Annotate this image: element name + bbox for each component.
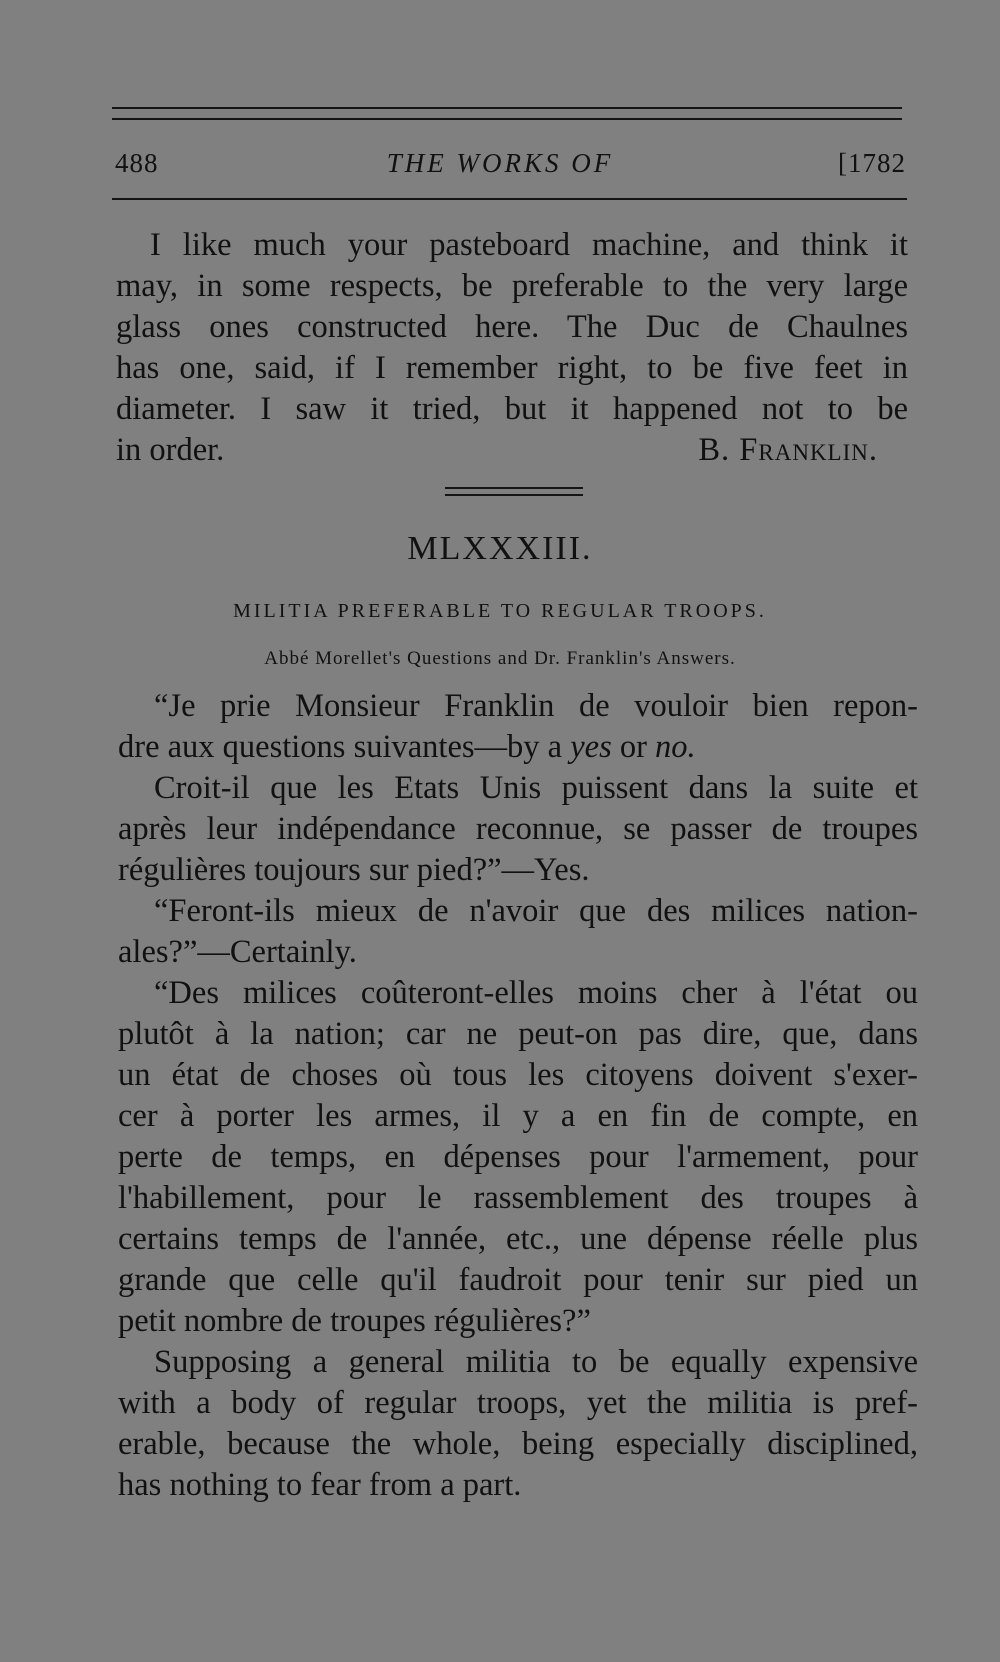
p2-line-3: régulières toujours sur pied?”—Yes.: [118, 852, 590, 888]
page-number: 488: [115, 148, 159, 178]
top-rule-2: [112, 118, 902, 120]
p4-line-8: grande que celle qu'il faudroit pour tenir sur pied un: [118, 1262, 918, 1298]
closing-paragraph: [116, 225, 908, 471]
closing-last-line: [116, 430, 908, 471]
header-rule: [112, 198, 907, 200]
p4-line-7: certains temps de l'année, etc., une dépense réelle plus: [118, 1221, 918, 1257]
p3-line-1: “Feront-ils mieux de n'avoir que des milices nation-: [154, 893, 918, 929]
running-title: THE WORKS OF: [386, 148, 614, 178]
p5-line-2: with a body of regular troops, yet the militia is pref-: [118, 1385, 918, 1421]
p1-line-2: [118, 727, 918, 768]
p4-line-9: petit nombre de troupes régulières?”: [118, 1303, 591, 1339]
closing-last-text: in order.: [116, 432, 225, 468]
letter-number: MLXXXIII.: [407, 530, 593, 567]
letter-subtitle: Abbé Morellet's Questions and Dr. Franklin's Answers.: [264, 648, 736, 669]
closing-line-5: diameter. I saw it tried, but it happened not to be: [116, 391, 908, 427]
top-rule-1: [112, 107, 902, 109]
p3-line-2: ales?”—Certainly.: [118, 934, 357, 970]
closing-line-1: I like much your pasteboard machine, and think it: [150, 227, 908, 263]
p5-line-3: erable, because the whole, being especially disciplined,: [118, 1426, 918, 1462]
no-word: no.: [655, 729, 696, 765]
or-word: or: [611, 729, 656, 765]
p2-line-1: Croit-il que les Etats Unis puissent dans la suite et: [154, 770, 918, 806]
header-year: [1782: [838, 148, 906, 178]
p5-line-1: Supposing a general militia to be equally expensive: [154, 1344, 918, 1380]
closing-line-3: glass ones constructed here. The Duc de Chaulnes: [116, 309, 908, 345]
closing-line-2: may, in some respects, be preferable to the very large: [116, 268, 908, 304]
separator-rule-1: [445, 487, 583, 489]
p4-line-1: “Des milices coûteront-elles moins cher à l'état ou: [154, 975, 918, 1011]
letter-body: [118, 686, 918, 1506]
p4-line-4: cer à porter les armes, il y a en fin de compte, en: [118, 1098, 918, 1134]
p5-line-4: has nothing to fear from a part.: [118, 1467, 522, 1503]
p2-line-2: après leur indépendance reconnue, se passer de troupes: [118, 811, 918, 847]
p4-line-5: perte de temps, en dépenses pour l'armement, pour: [118, 1139, 918, 1175]
p1-line-2-text: dre aux questions suivantes—by a: [118, 729, 571, 765]
p4-line-3: un état de choses où tous les citoyens doivent s'exer-: [118, 1057, 918, 1093]
yes-word: yes: [570, 729, 612, 765]
separator-rule-2: [445, 494, 583, 496]
p4-line-2: plutôt à la nation; car ne peut-on pas dire, que, dans: [118, 1016, 918, 1052]
letter-title: MILITIA PREFERABLE TO REGULAR TROOPS.: [233, 600, 767, 622]
p4-line-6: l'habillement, pour le rassemblement des troupes à: [118, 1180, 918, 1216]
p1-line-1: “Je prie Monsieur Franklin de vouloir bien repon-: [154, 688, 918, 724]
closing-line-4: has one, said, if I remember right, to be five feet in: [116, 350, 908, 386]
signature: B. Franklin.: [698, 432, 878, 468]
